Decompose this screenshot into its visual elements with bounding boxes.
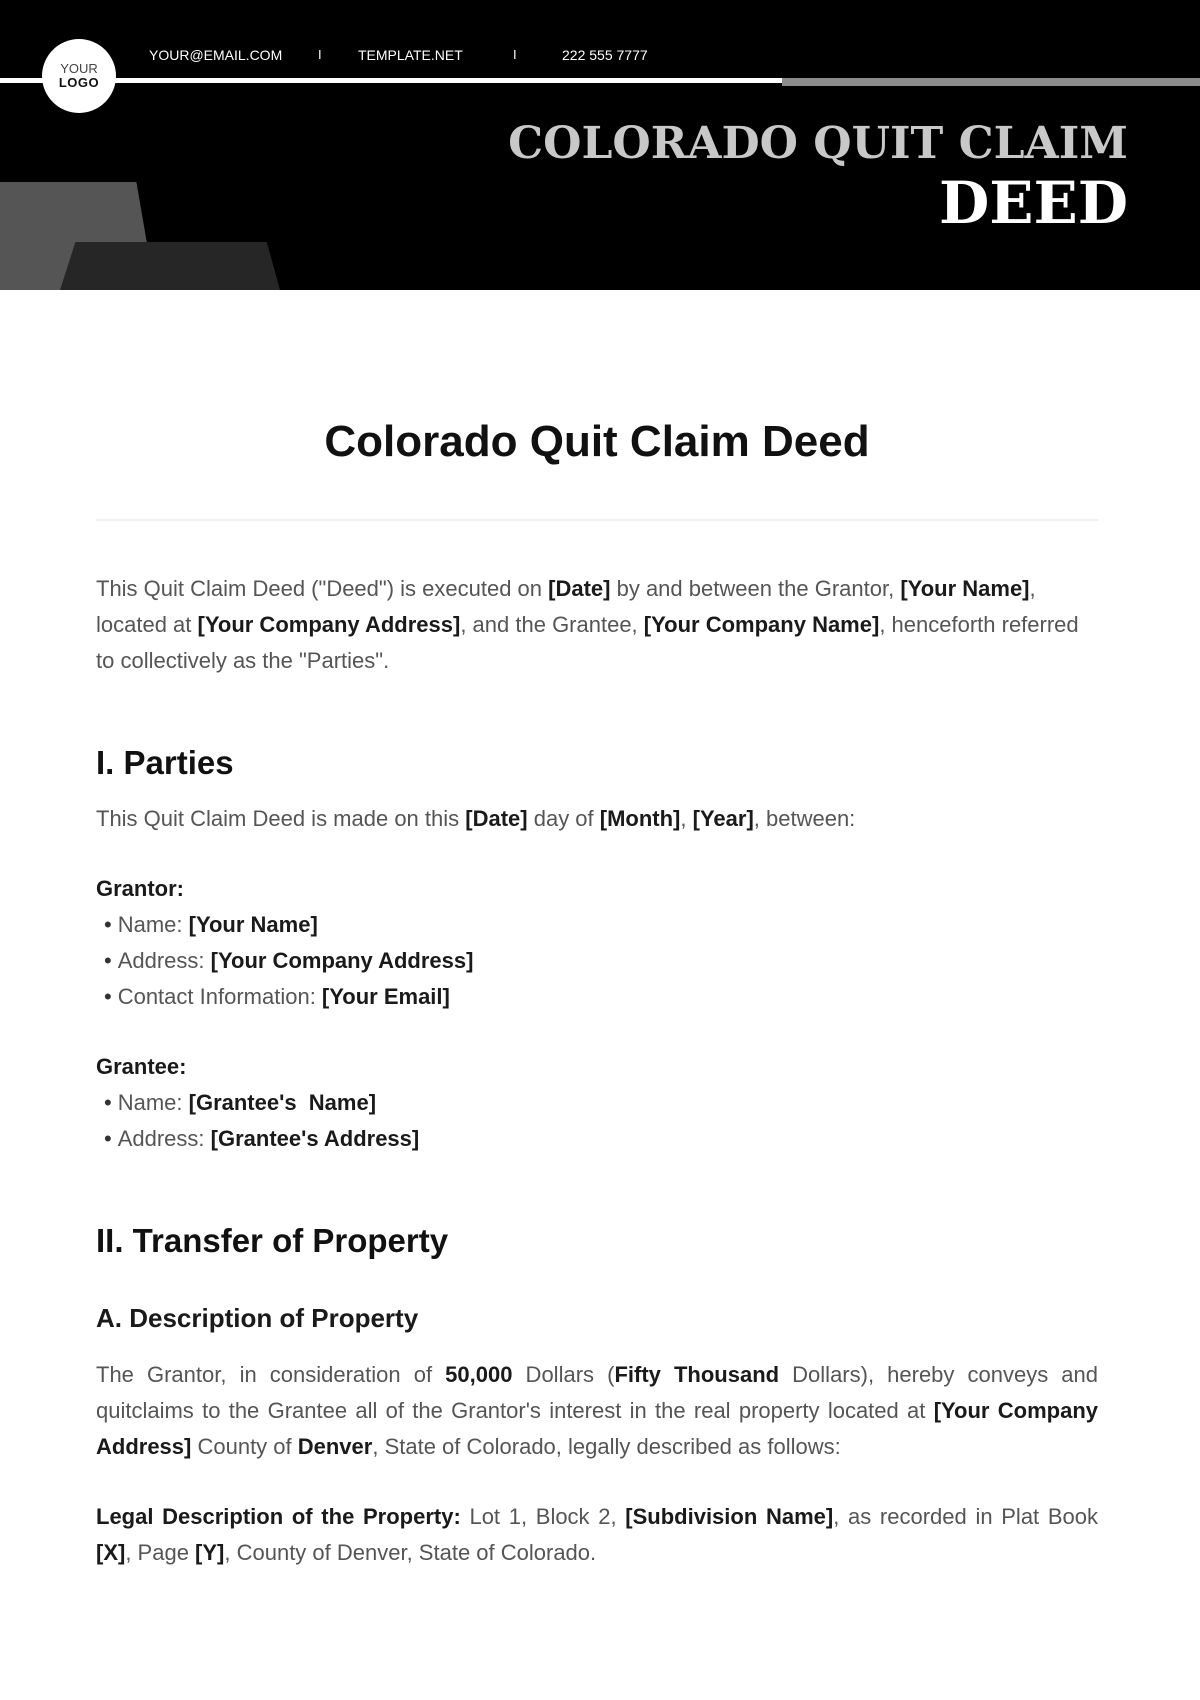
list-item: • Name: [Your Name] xyxy=(96,907,1098,943)
section-heading-transfer: II. Transfer of Property xyxy=(96,1222,449,1259)
contact-phone: 222 555 7777 xyxy=(562,47,648,63)
intro-paragraph: This Quit Claim Deed ("Deed") is executed on [Date] by and between the Grantor, [Your Name], located at [Your Company Address], and the Grantee, [Your Company Name], henceforth referred to collectively as the "Parties". xyxy=(96,576,1079,673)
list-item: • Name: [Grantee's Name] xyxy=(96,1085,1098,1121)
list-item: • Contact Information: [Your Email] xyxy=(96,979,1098,1015)
logo-text-top: YOUR xyxy=(60,61,98,76)
list-item: • Address: [Your Company Address] xyxy=(96,943,1098,979)
header-title-line1: COLORADO QUIT CLAIM xyxy=(508,118,1128,169)
header-title xyxy=(508,118,1128,237)
parties-date-line: This Quit Claim Deed is made on this [Date] day of [Month], [Year], between: xyxy=(96,806,856,831)
decor-shape-dark xyxy=(60,242,280,290)
header-title-line2: DEED xyxy=(938,169,1128,237)
title-divider xyxy=(96,519,1098,521)
header-rule-gray xyxy=(782,78,1200,86)
legal-description-paragraph: Legal Description of the Property: Lot 1, Block 2, [Subdivision Name], as recorded in Plat Book [X], Page [Y], County of Denver, State of Colorado. xyxy=(96,1504,1098,1565)
grantee-label: Grantee: xyxy=(96,1054,187,1079)
contact-email: YOUR@EMAIL.COM xyxy=(149,47,283,63)
grantee-list xyxy=(96,1085,1098,1157)
header-banner xyxy=(0,0,1200,290)
contact-separator: I xyxy=(318,47,322,62)
logo-text-bottom: LOGO xyxy=(58,75,100,90)
header-rule-white xyxy=(0,78,782,83)
subsection-heading-description: A. Description of Property xyxy=(96,1303,419,1333)
grantor-list xyxy=(96,907,1098,1015)
grantor-label: Grantor: xyxy=(96,876,184,901)
contact-separator: I xyxy=(513,47,517,62)
section-heading-parties: I. Parties xyxy=(96,744,234,781)
contact-website: TEMPLATE.NET xyxy=(358,47,463,63)
property-description-paragraph: The Grantor, in consideration of 50,000 Dollars (Fifty Thousand Dollars), hereby conveys and quitclaims to the Grantee all of the Grantor's interest in the real property located at [Your Company Address] County of Denver, State of Colorado, legally described as follows: xyxy=(96,1362,1099,1459)
logo xyxy=(42,39,116,113)
document-body xyxy=(96,290,1098,1571)
list-item: • Address: [Grantee's Address] xyxy=(96,1121,1098,1157)
document-title: Colorado Quit Claim Deed xyxy=(324,417,870,466)
